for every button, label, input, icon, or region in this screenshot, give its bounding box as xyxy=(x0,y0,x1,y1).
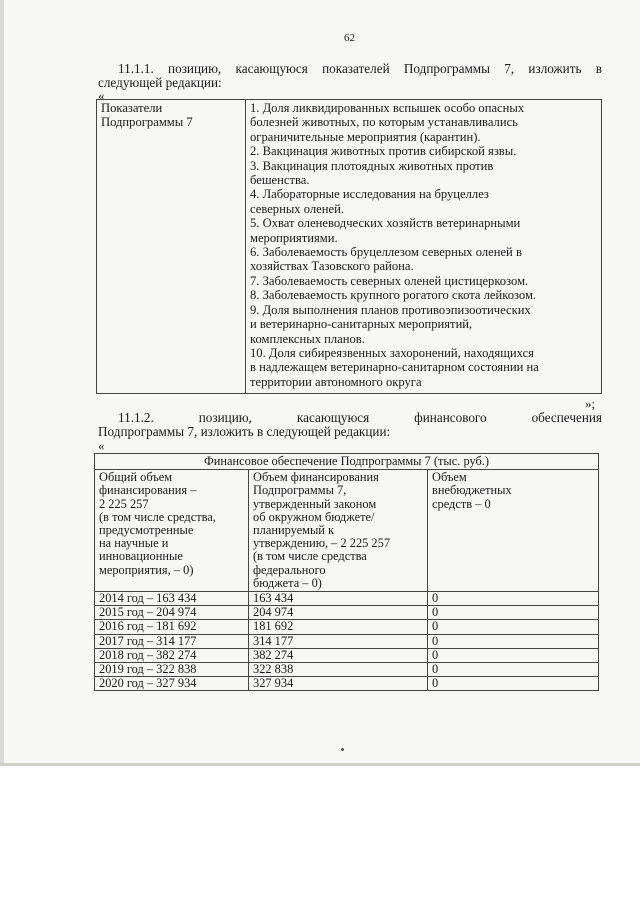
year-total-cell: 2017 год – 314 177 xyxy=(95,634,249,648)
scan-edge-bottom xyxy=(0,763,640,766)
budget-financing-line: Подпрограммы 7, xyxy=(253,483,347,498)
year-total-cell: 2018 год – 382 274 xyxy=(95,648,249,662)
year-budget-cell: 322 838 xyxy=(249,663,428,677)
budget-financing-header xyxy=(249,470,428,592)
indicator-line: и ветеринарно-санитарных мероприятий, xyxy=(250,317,473,332)
total-financing-line: предусмотренные xyxy=(99,523,194,538)
indicators-list-cell xyxy=(246,100,602,394)
indicator-line: 3. Вакцинация плотоядных животных против xyxy=(250,158,494,173)
year-budget-cell: 327 934 xyxy=(249,677,428,691)
year-budget-cell: 163 434 xyxy=(249,592,428,606)
total-financing-line: инновационные xyxy=(99,549,183,564)
table-row xyxy=(95,606,599,620)
section2-heading-line2: Подпрограммы 7, изложить в следующей редакции: xyxy=(98,424,391,439)
indicator-line: северных оленей. xyxy=(250,201,344,216)
year-total-cell: 2020 год – 327 934 xyxy=(95,677,249,691)
year-budget-cell: 181 692 xyxy=(249,620,428,634)
indicator-line: болезней животных, по которым устанавливались xyxy=(250,115,518,130)
budget-financing-line: планируемый к xyxy=(253,523,335,538)
scan-edge-left xyxy=(0,0,4,765)
total-financing-header xyxy=(95,470,249,592)
indicator-line: хозяйствах Тазовского района. xyxy=(250,259,414,274)
extrabudget-header xyxy=(428,470,599,592)
extrabudget-line: средств – 0 xyxy=(432,496,491,511)
section1-heading-line1: 11.1.1. позицию, касающуюся показателей Подпрограммы 7, изложить в xyxy=(118,61,602,76)
page-number: 62 xyxy=(344,32,355,44)
total-financing-line: мероприятия, – 0) xyxy=(99,562,194,577)
year-total-cell: 2015 год – 204 974 xyxy=(95,606,249,620)
indicators-label-line1: Показатели xyxy=(101,101,163,115)
indicator-line: 8. Заболеваемость крупного рогатого скота лейкозом. xyxy=(250,288,537,303)
budget-financing-line: утвержденный законом xyxy=(253,496,377,511)
table-row xyxy=(95,663,599,677)
financing-table-caption: Финансовое обеспечение Подпрограммы 7 (тыс. руб.) xyxy=(95,454,599,470)
indicator-line: 2. Вакцинация животных против сибирской язвы. xyxy=(250,144,517,159)
indicators-label-line2: Подпрограммы 7 xyxy=(101,115,193,130)
year-extra-cell: 0 xyxy=(428,606,599,620)
year-budget-cell: 204 974 xyxy=(249,606,428,620)
total-financing-line: (в том числе средства, xyxy=(99,509,216,524)
section2-open-quote: « xyxy=(98,438,105,453)
scan-speck xyxy=(341,748,344,751)
indicator-line: 1. Доля ликвидированных вспышек особо опасных xyxy=(250,101,525,115)
indicators-label-cell xyxy=(97,100,246,394)
extrabudget-line: Объем xyxy=(432,470,467,485)
budget-financing-line: Объем финансирования xyxy=(253,470,379,485)
table-row xyxy=(95,620,599,634)
budget-financing-line: федерального xyxy=(253,562,326,577)
total-financing-line: 2 225 257 xyxy=(99,496,149,511)
total-financing-line: финансирования – xyxy=(99,483,197,498)
section1-close-quote: »; xyxy=(585,396,596,411)
financing-table xyxy=(94,453,599,691)
budget-financing-line: (в том числе средства xyxy=(253,549,367,564)
budget-financing-line: об окружном бюджете/ xyxy=(253,509,375,524)
budget-financing-line: бюджета – 0) xyxy=(253,575,322,590)
indicator-line: 10. Доля сибиреязвенных захоронений, находящихся xyxy=(250,345,534,360)
table-row xyxy=(95,592,599,606)
year-total-cell: 2016 год – 181 692 xyxy=(95,620,249,634)
indicator-line: в надлежащем ветеринарно-санитарном состоянии на xyxy=(250,360,539,375)
indicator-line: 9. Доля выполнения планов противоэпизоотических xyxy=(250,302,531,317)
table-row xyxy=(95,677,599,691)
year-extra-cell: 0 xyxy=(428,634,599,648)
year-total-cell: 2014 год – 163 434 xyxy=(95,592,249,606)
year-extra-cell: 0 xyxy=(428,663,599,677)
year-extra-cell: 0 xyxy=(428,677,599,691)
indicators-table xyxy=(96,99,602,394)
section1-open-quote: « xyxy=(98,88,105,103)
indicator-line: 7. Заболеваемость северных оленей цистицеркозом. xyxy=(250,273,529,288)
indicator-line: мероприятиями. xyxy=(250,230,338,245)
year-budget-cell: 314 177 xyxy=(249,634,428,648)
section2-heading-line1: 11.1.2. позицию, касающуюся финансового обеспечения xyxy=(118,410,602,425)
year-budget-cell: 382 274 xyxy=(249,648,428,662)
indicator-line: бешенства. xyxy=(250,173,310,188)
year-total-cell: 2019 год – 322 838 xyxy=(95,663,249,677)
table-row xyxy=(95,648,599,662)
section1-heading-line2: следующей редакции: xyxy=(98,75,222,90)
total-financing-line: на научные и xyxy=(99,536,169,551)
year-extra-cell: 0 xyxy=(428,648,599,662)
indicator-line: территории автономного округа xyxy=(250,374,422,389)
year-extra-cell: 0 xyxy=(428,620,599,634)
extrabudget-line: внебюджетных xyxy=(432,483,512,498)
indicator-line: 5. Охват оленеводческих хозяйств ветеринарными xyxy=(250,216,521,231)
indicator-line: 6. Заболеваемость бруцеллезом северных оленей в xyxy=(250,245,522,260)
indicator-line: 4. Лабораторные исследования на бруцеллез xyxy=(250,187,489,202)
budget-financing-line: утверждению, – 2 225 257 xyxy=(253,536,391,551)
total-financing-line: Общий объем xyxy=(99,470,173,485)
table-row xyxy=(95,634,599,648)
indicator-line: комплексных планов. xyxy=(250,331,365,346)
year-extra-cell: 0 xyxy=(428,592,599,606)
indicator-line: ограничительные мероприятия (карантин). xyxy=(250,129,481,144)
